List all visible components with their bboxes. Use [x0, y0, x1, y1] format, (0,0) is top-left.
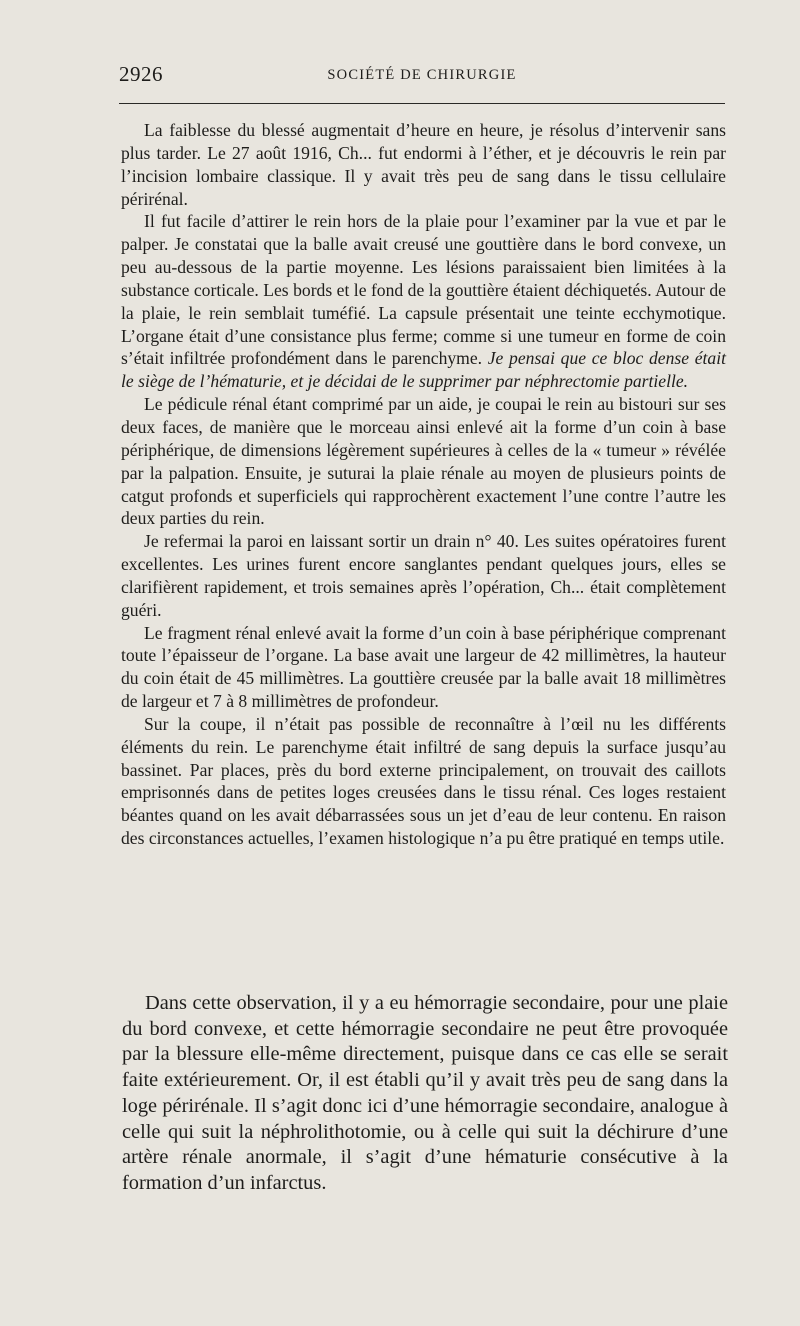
- page-header: [119, 62, 725, 92]
- page-number: 2926: [119, 62, 163, 86]
- paragraph: La faiblesse du blessé augmentait d’heure en heure, je résolus d’intervenir sans plus tarder. Le 27 août 1916, Ch... fut endormi à l’éther, et je découvris le rein par l’incision lombaire classique. Il y avait très peu de sang dans le tissu cellulaire périrénal.: [121, 120, 726, 209]
- paragraph: Je refermai la paroi en laissant sortir un drain n° 40. Les suites opératoires furent excellentes. Les urines furent encore sanglantes pendant quelques jours, elles se clarifièrent rapidement, et trois semaines après l’opération, Ch... était complètement guéri.: [121, 531, 726, 620]
- case-report: [121, 119, 726, 850]
- running-head: SOCIÉTÉ DE CHIRURGIE: [327, 67, 517, 83]
- paragraph: Le pédicule rénal étant comprimé par un aide, je coupai le rein au bistouri sur ses deux faces, de manière que le morceau ainsi enlevé ait la forme d’un coin à base périphérique, de dimensions légèrement supérieures à celles de la « tumeur » révélée par la palpation. Ensuite, je suturai la plaie rénale au moyen de plusieurs points de catgut profonds et superficiels qui rapprochèrent exactement l’une contre l’autre les deux parties du rein.: [121, 394, 726, 529]
- paragraph: [121, 210, 726, 393]
- italic-passage: Je pensai que ce bloc dense était le siège de l’hématurie, et je décidai de le supprimer par néphrectomie partielle.: [121, 348, 726, 392]
- header-rule: [119, 103, 725, 104]
- paragraph: Sur la coupe, il n’était pas possible de reconnaître à l’œil nu les différents éléments du rein. Le parenchyme était infiltré de sang depuis la surface jusqu’au bassinet. Par places, près du bord externe principalement, on trouvait des caillots emprisonnés dans de petites loges creusées dans le tissu rénal. Ces loges restaient béantes quand on les avait débarrassées sous un jet d’eau de leur contenu. En raison des circonstances actuelles, l’examen histologique n’a pu être pratiqué en temps utile.: [121, 713, 726, 849]
- paragraph-text: Il fut facile d’attirer le rein hors de la plaie pour l’examiner par la vue et par le palper. Je constatai que la balle avait creusé une gouttière dans le bord convexe, un peu au-dessous de la partie moyenne. Les lésions paraissaient bien limitées à la substance corticale. Les bords et le fond de la gouttière étaient déchiquetés. Autour de la plaie, le rein semblait tuméfié. La capsule présentait une teinte ecchymotique. L’organe était d’une consistance plus ferme; comme si une tumeur en forme de coin s’était infiltrée profondément dans le parenchyme.: [121, 211, 726, 369]
- discussion-paragraph: Dans cette observation, il y a eu hémorragie secondaire, pour une plaie du bord convexe, et cette hémorragie secondaire ne peut être provoquée par la blessure elle-même directement, puisque dans ce cas elle se serait faite extérieurement. Or, il est établi qu’il y avait très peu de sang dans la loge périrénale. Il s’agit donc ici d’une hémorragie secondaire, analogue à celle qui suit la néphrolithotomie, ou à celle qui suit la déchirure d’une artère rénale anormale, il s’agit d’une hématurie consécutive à la formation d’un infarctus.: [122, 992, 728, 1194]
- paragraph: Le fragment rénal enlevé avait la forme d’un coin à base périphérique comprenant toute l’épaisseur de l’organe. La base avait une largeur de 42 millimètres, la hauteur du coin était de 45 millimètres. La gouttière creusée par la balle avait 18 millimètres de largeur et 7 à 8 millimètres de profondeur.: [121, 622, 726, 712]
- discussion: [122, 991, 728, 1197]
